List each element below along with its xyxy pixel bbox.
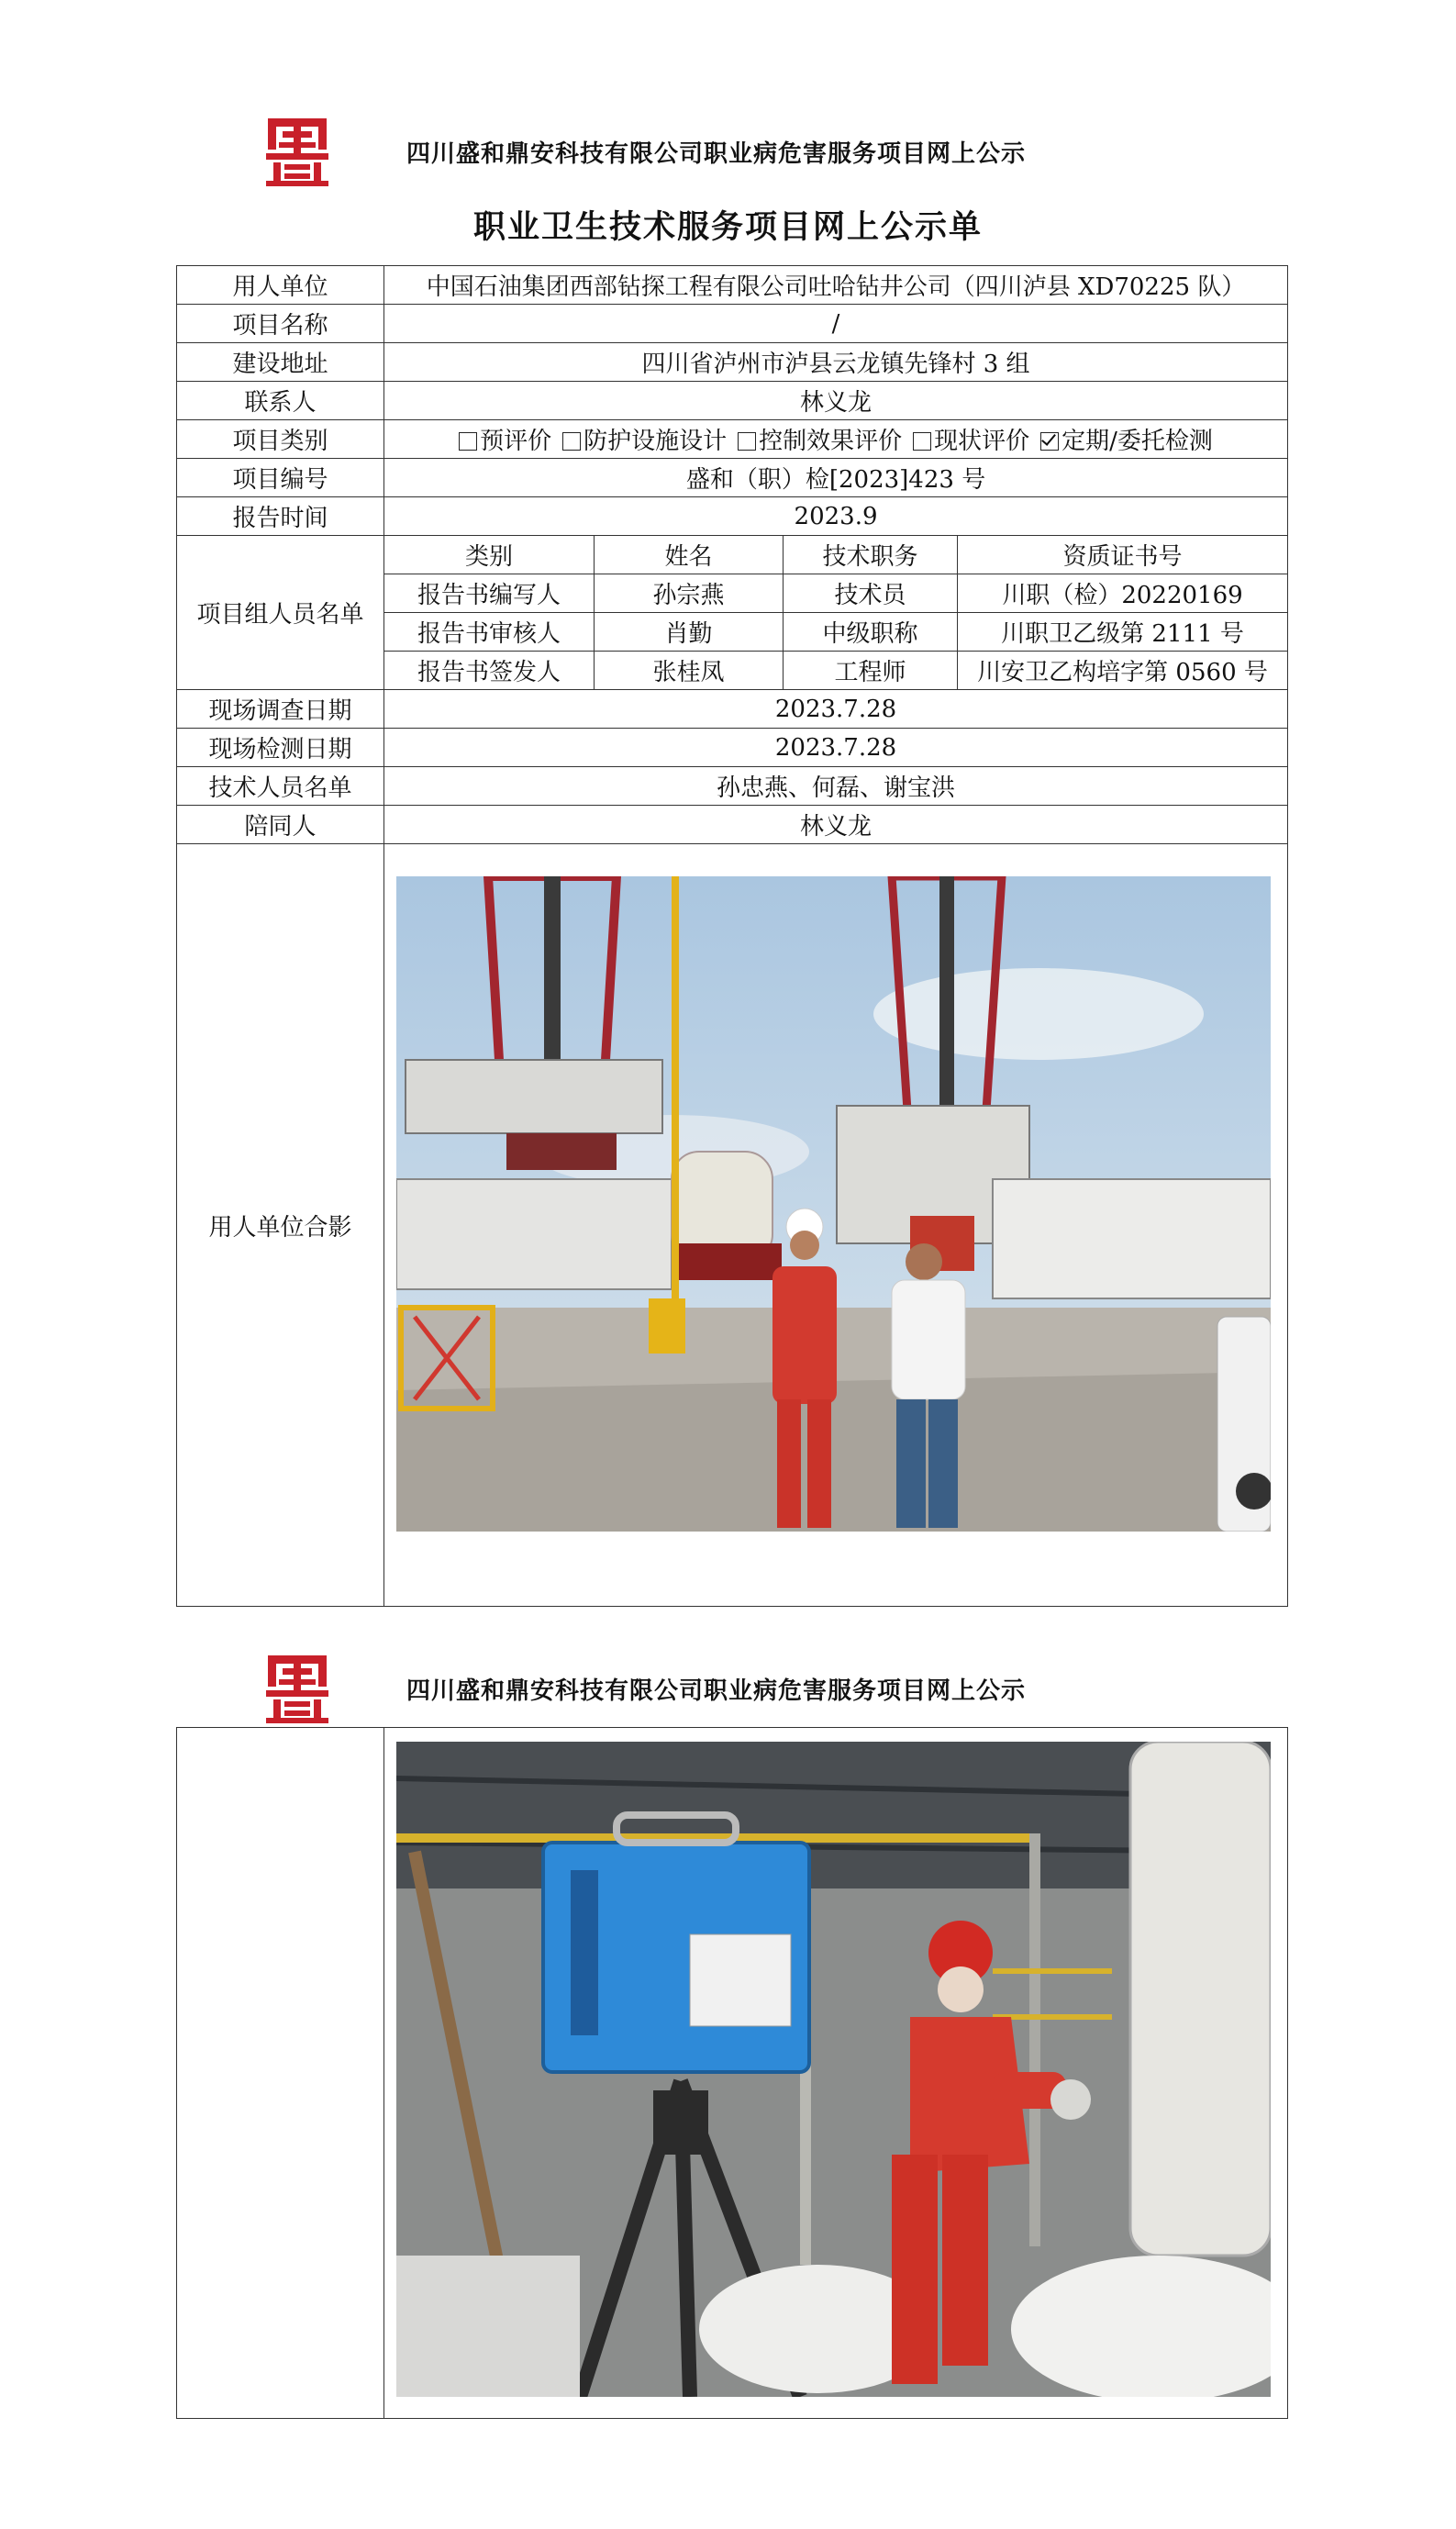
team-cell: 川职（检）20220169 — [958, 574, 1288, 613]
form-row-project-name — [177, 305, 1288, 343]
row-label: 报告时间 — [177, 497, 384, 536]
form-row-companion — [177, 806, 1288, 844]
project-name-value: / — [384, 305, 1288, 343]
team-cell: 川职卫乙级第 2111 号 — [958, 613, 1288, 652]
companion-value: 林义龙 — [384, 806, 1288, 844]
category-option[interactable]: 预评价 — [459, 428, 551, 455]
row-label: 现场调查日期 — [177, 690, 384, 729]
project-number-value: 盛和（职）检[2023]423 号 — [384, 459, 1288, 497]
row-label: 联系人 — [177, 382, 384, 420]
form-row-test-date — [177, 729, 1288, 767]
contact-value: 林义龙 — [384, 382, 1288, 420]
team-cell: 报告书签发人 — [384, 652, 595, 690]
team-header-row — [177, 536, 1288, 574]
team-header: 类别 — [384, 536, 595, 574]
category-option[interactable]: 防护设施设计 — [562, 428, 727, 455]
row-label: 现场检测日期 — [177, 729, 384, 767]
form-row-survey-date — [177, 690, 1288, 729]
company-logo — [264, 1654, 330, 1723]
company-header-title: 四川盛和鼎安科技有限公司职业病危害服务项目网上公示 — [406, 140, 1027, 168]
address-value: 四川省泸州市泸县云龙镇先锋村 3 组 — [384, 343, 1288, 382]
checked-checkbox-icon[interactable] — [1040, 432, 1059, 451]
team-cell: 孙宗燕 — [595, 574, 784, 613]
row-label: 陪同人 — [177, 806, 384, 844]
checkbox-icon[interactable] — [913, 432, 931, 451]
category-option-checked[interactable]: 定期/委托检测 — [1040, 428, 1213, 455]
team-cell: 技术员 — [784, 574, 958, 613]
row-label: 项目名称 — [177, 305, 384, 343]
row-label: 项目编号 — [177, 459, 384, 497]
form-row-address — [177, 343, 1288, 382]
report-time-value: 2023.9 — [384, 497, 1288, 536]
form-row-contact — [177, 382, 1288, 420]
team-cell: 报告书编写人 — [384, 574, 595, 613]
team-cell: 肖勤 — [595, 613, 784, 652]
checkbox-icon[interactable] — [459, 432, 477, 451]
survey-date-value: 2023.7.28 — [384, 690, 1288, 729]
form-row-category — [177, 420, 1288, 459]
team-header: 技术职务 — [784, 536, 958, 574]
group-photo-drill-site — [396, 876, 1271, 1532]
photo-section-label: 用人单位合影 — [177, 844, 384, 1607]
team-cell: 报告书审核人 — [384, 613, 595, 652]
category-option[interactable]: 控制效果评价 — [738, 428, 902, 455]
technicians-value: 孙忠燕、何磊、谢宝洪 — [384, 767, 1288, 806]
team-label: 项目组人员名单 — [177, 536, 384, 690]
category-options — [384, 420, 1288, 459]
team-header: 资质证书号 — [958, 536, 1288, 574]
team-cell: 张桂凤 — [595, 652, 784, 690]
team-header: 姓名 — [595, 536, 784, 574]
field-sampling-photo — [396, 1742, 1271, 2397]
company-logo — [264, 117, 330, 186]
row-label: 建设地址 — [177, 343, 384, 382]
test-date-value: 2023.7.28 — [384, 729, 1288, 767]
employer-value: 中国石油集团西部钻探工程有限公司吐哈钻井公司（四川泸县 XD70225 队） — [384, 266, 1288, 305]
team-cell: 川安卫乙构培字第 0560 号 — [958, 652, 1288, 690]
row-label: 技术人员名单 — [177, 767, 384, 806]
company-header-title: 四川盛和鼎安科技有限公司职业病危害服务项目网上公示 — [406, 1677, 1027, 1705]
checkbox-icon[interactable] — [562, 432, 581, 451]
document-title: 职业卫生技术服务项目网上公示单 — [472, 208, 983, 246]
row-label: 用人单位 — [177, 266, 384, 305]
row-label: 项目类别 — [177, 420, 384, 459]
form-row-project-number — [177, 459, 1288, 497]
checkbox-icon[interactable] — [738, 432, 756, 451]
photo-section-label-continued — [177, 1728, 384, 2419]
team-cell: 中级职称 — [784, 613, 958, 652]
category-option[interactable]: 现状评价 — [913, 428, 1029, 455]
team-cell: 工程师 — [784, 652, 958, 690]
form-row-employer — [177, 266, 1288, 305]
form-row-technicians — [177, 767, 1288, 806]
form-row-report-time — [177, 497, 1288, 536]
page-header-continued — [0, 1654, 1456, 1727]
page-header — [0, 117, 1456, 190]
